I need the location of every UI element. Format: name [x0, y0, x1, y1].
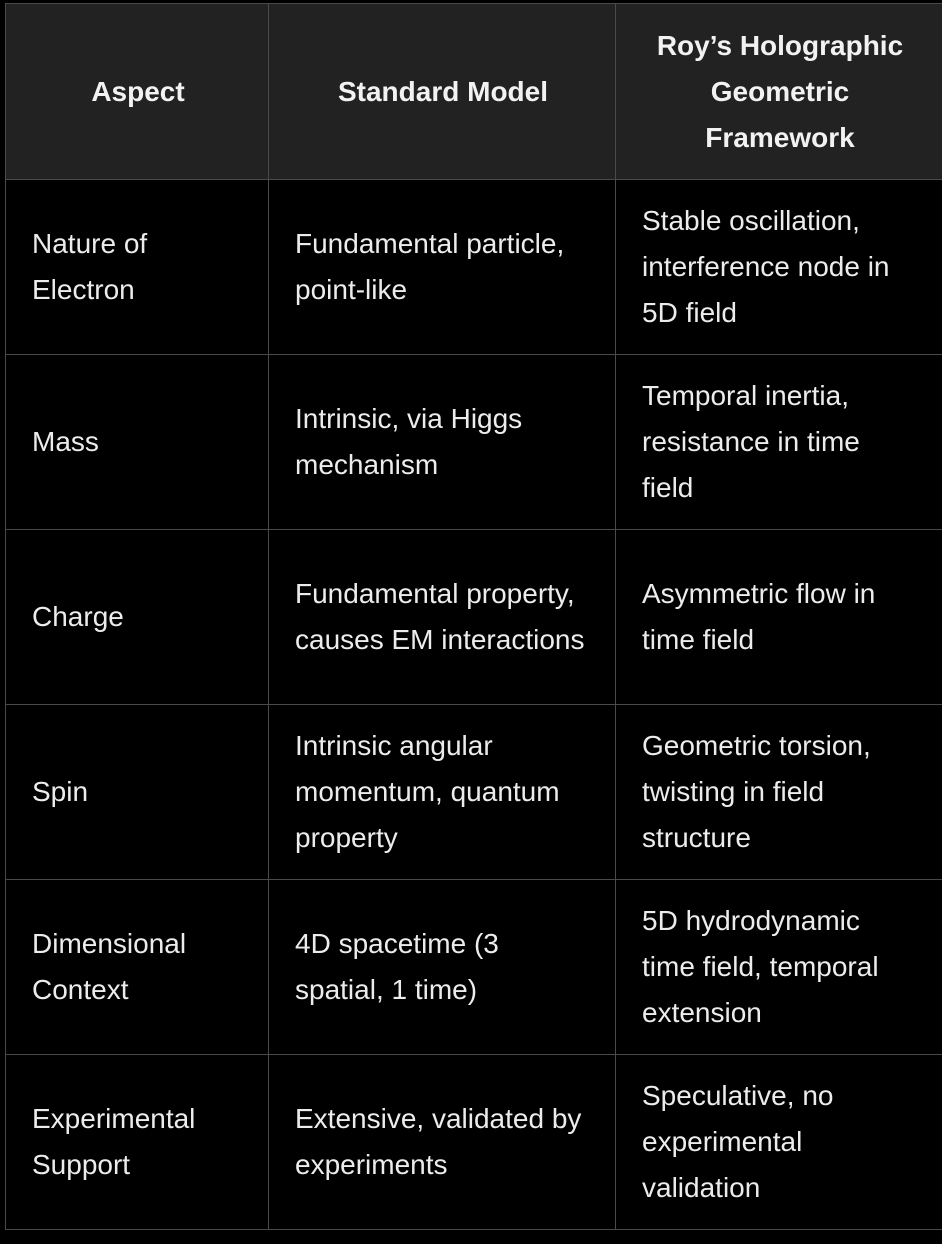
cell-aspect: Experimental Support	[6, 1055, 269, 1230]
header-aspect: Aspect	[6, 4, 269, 180]
cell-aspect: Spin	[6, 705, 269, 880]
comparison-table	[5, 3, 942, 1230]
cell-standard-model: Fundamental particle, point-like	[269, 180, 616, 355]
cell-standard-model: Intrinsic, via Higgs mechanism	[269, 355, 616, 530]
header-standard-model: Standard Model	[269, 4, 616, 180]
cell-aspect: Dimensional Context	[6, 880, 269, 1055]
table-row	[6, 180, 942, 355]
cell-standard-model: Extensive, validated by experiments	[269, 1055, 616, 1230]
cell-holographic-framework: Asymmetric flow in time field	[616, 530, 942, 705]
table-row	[6, 880, 942, 1055]
cell-standard-model: Fundamental property, causes EM interactions	[269, 530, 616, 705]
table-row	[6, 705, 942, 880]
cell-standard-model: 4D spacetime (3 spatial, 1 time)	[269, 880, 616, 1055]
header-row	[6, 4, 942, 180]
cell-holographic-framework: Speculative, no experimental validation	[616, 1055, 942, 1230]
comparison-table-container	[5, 3, 942, 1230]
cell-aspect: Mass	[6, 355, 269, 530]
table-row	[6, 530, 942, 705]
cell-holographic-framework: Geometric torsion, twisting in field structure	[616, 705, 942, 880]
table-row	[6, 355, 942, 530]
cell-holographic-framework: Stable oscillation, interference node in 5D field	[616, 180, 942, 355]
cell-standard-model: Intrinsic angular momentum, quantum property	[269, 705, 616, 880]
cell-aspect: Charge	[6, 530, 269, 705]
table-header	[6, 4, 942, 180]
header-holographic-framework: Roy’s Holographic Geometric Framework	[616, 4, 942, 180]
cell-holographic-framework: Temporal inertia, resistance in time field	[616, 355, 942, 530]
table-row	[6, 1055, 942, 1230]
cell-holographic-framework: 5D hydrodynamic time field, temporal extension	[616, 880, 942, 1055]
table-body	[6, 180, 942, 1230]
cell-aspect: Nature of Electron	[6, 180, 269, 355]
